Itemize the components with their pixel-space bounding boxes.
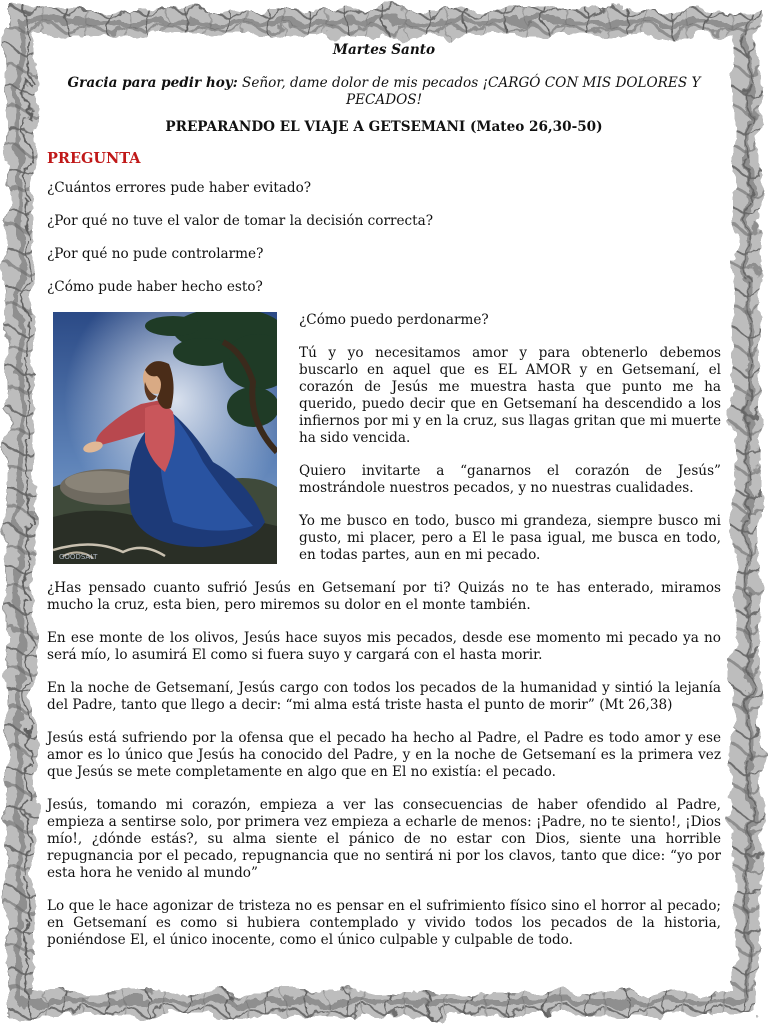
question-2: ¿Por qué no tuve el valor de tomar la decisión correcta? [47,213,433,229]
paragraph-6: En la noche de Getsemaní, Jesús cargo con todos los pecados de la humanidad y sintió la lejanía del Padre, tanto que llego a decir: “mi alma está triste hasta el punto de morir” (Mt 26,38) [47,680,721,713]
jesus-praying-gethsemane-painting-icon [53,312,277,564]
question-4: ¿Cómo pude haber hecho esto? [47,279,263,295]
question-3: ¿Por qué no pude controlarme? [47,246,264,262]
paragraph-3: Yo me busco en todo, busco mi grandeza, siempre busco mi gusto, mi placer, pero a El le pasa igual, me busca en todo, en todas partes, aun en mi pecado. [299,513,721,563]
question-5: ¿Cómo puedo perdonarme? [299,312,489,328]
paragraph-5: En ese monte de los olivos, Jesús hace suyos mis pecados, desde ese momento mi pecado ya no será mío, lo asumirá El como si fuera suyo y cargará con el hasta morir. [47,630,721,663]
image-watermark: GOODSALT [59,553,98,561]
grace-label: Gracia para pedir hoy: [67,75,238,91]
page-title: Martes Santo [332,42,436,58]
paragraph-7: Jesús está sufriendo por la ofensa que el pecado ha hecho al Padre, el Padre es todo amor y ese amor es lo único que Jesús ha conocido del Padre, y en la noche de Getsemaní es la primera vez que Jesús se mete completamente en algo que en El no existía: el pecado. [47,730,721,780]
paragraph-4: ¿Has pensado cuanto sufrió Jesús en Getsemaní por ti? Quizás no te has enterado, miramos mucho la cruz, esta bien, pero miremos su dolor en el monte también. [47,580,721,613]
pregunta-label: PREGUNTA [47,150,141,167]
grace-request [47,75,721,109]
document-page [47,38,721,965]
grace-text: Señor, dame dolor de mis pecados ¡CARGÓ CON MIS DOLORES Y PECADOS! [237,75,701,108]
section-heading: PREPARANDO EL VIAJE A GETSEMANI (Mateo 26,30-50) [165,119,603,135]
jesus-praying-image [53,312,285,564]
paragraph-9: Lo que le hace agonizar de tristeza no es pensar en el sufrimiento físico sino el horror al pecado; en Getsemaní es como si hubiera contemplado y vivido todos los pecados de la historia, poniéndose El, el único inocente, como el único culpable y culpable de todo. [47,898,721,948]
paragraph-1: Tú y yo necesitamos amor y para obtenerlo debemos buscarlo en aquel que es EL AMOR y en Getsemaní, el corazón de Jesús me muestra hasta que punto me ha querido, puedo decir que en Getsemaní ha descendido a los infiernos por mi y en la cruz, sus llagas gritan que mi muerte ha sido vencida. [299,345,721,446]
question-1: ¿Cuántos errores pude haber evitado? [47,180,312,196]
paragraph-8: Jesús, tomando mi corazón, empieza a ver las consecuencias de haber ofendido al Padre, empieza a sentirse solo, por primera vez empieza a echarle de menos: ¡Padre, no te siento!, ¡Dios mío!, ¿dónde estás?, su alma siente el pánico de no estar con Dios, siente una horrible repugnancia por el pecado, repugnancia que no sentirá ni por los clavos, tanto que dice: “yo por esta hora he venido al mundo” [47,797,721,881]
paragraph-2: Quiero invitarte a “ganarnos el corazón de Jesús” mostrándole nuestros pecados, y no nuestras cualidades. [299,463,721,496]
